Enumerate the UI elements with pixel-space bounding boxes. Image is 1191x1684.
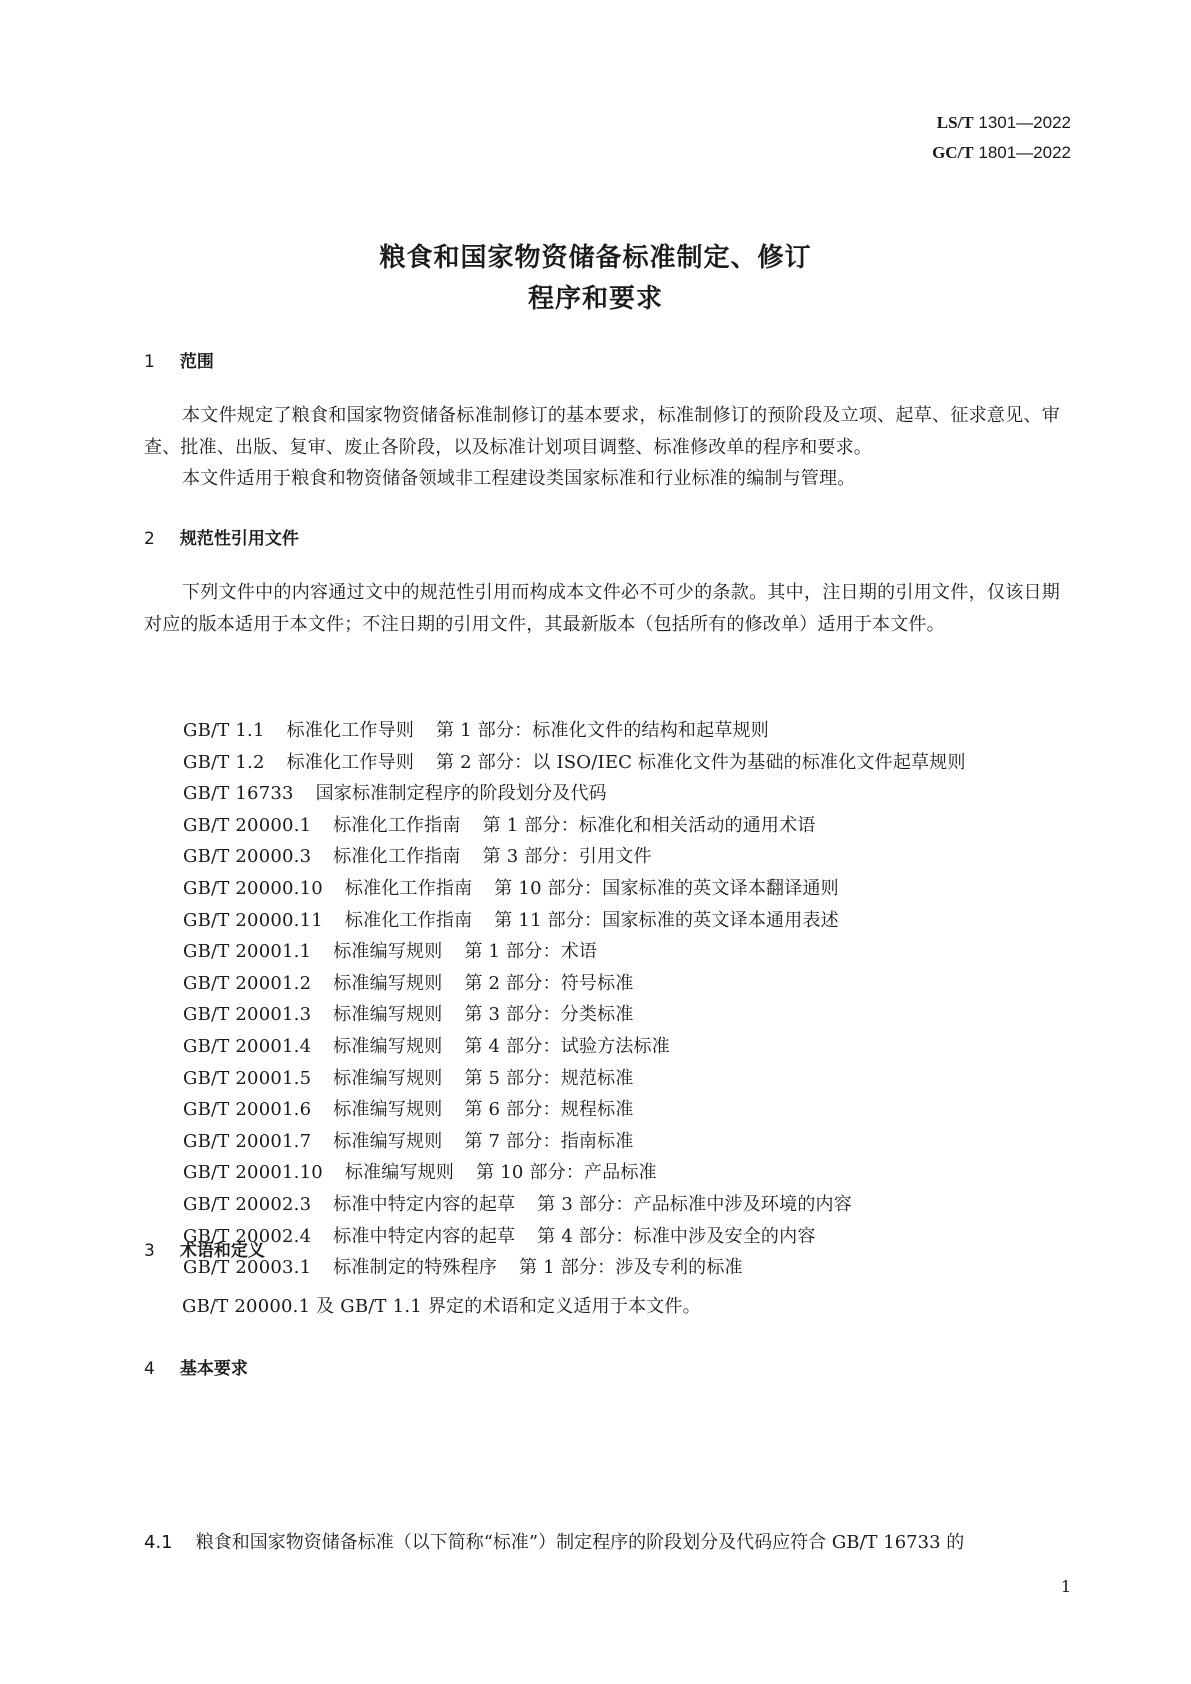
reference-title: 标准化工作导则	[286, 751, 415, 773]
section-title: 范围	[179, 352, 214, 372]
scope-paragraph-1: 本文件规定了粮食和国家物资储备标准制修订的基本要求，标准制修订的预阶段及立项、起草、征求意见、审查、批准、出版、复审、废止各阶段，以及标准计划项目调整、标准修改单的程序和要求。	[144, 405, 1060, 458]
reference-code: GB/T 20000.1	[183, 814, 312, 836]
reference-part: 第 2 部分：符号标准	[464, 972, 634, 994]
reference-item	[183, 1252, 966, 1284]
reference-code: GB/T 20001.5	[183, 1067, 312, 1089]
reference-title: 标准化工作指南	[333, 846, 461, 868]
document-title	[0, 238, 1191, 320]
reference-part: 第 3 部分：分类标准	[464, 1004, 634, 1026]
reference-title: 标准编写规则	[333, 1004, 443, 1026]
reference-item	[183, 1126, 966, 1158]
reference-title: 标准化工作导则	[286, 720, 415, 741]
normative-intro-paragraph: 下列文件中的内容通过文中的规范性引用而构成本文件必不可少的条款。其中，注日期的引用文件，仅该日期对应的版本适用于本文件；不注日期的引用文件，其最新版本（包括所有的修改单）适用于本文件。	[144, 582, 1060, 635]
clause-number: 4.1	[144, 1532, 173, 1553]
reference-item	[183, 747, 966, 779]
reference-part: 第 1 部分：标准化文件的结构和起草规则	[436, 720, 769, 741]
section-title: 规范性引用文件	[179, 529, 299, 549]
reference-item	[183, 715, 966, 747]
reference-title: 标准编写规则	[333, 1099, 443, 1121]
reference-title: 标准编写规则	[344, 1162, 455, 1184]
clause-4-1	[144, 1527, 1060, 1558]
reference-item	[183, 841, 966, 873]
reference-part: 第 10 部分：产品标准	[476, 1162, 657, 1184]
section-number: 1	[144, 352, 155, 372]
reference-part: 第 7 部分：指南标准	[464, 1130, 634, 1152]
reference-title: 国家标准制定程序的阶段划分及代码	[315, 783, 607, 805]
reference-part: 第 6 部分：规程标准	[464, 1099, 634, 1121]
code-prefix: GC/T	[932, 143, 974, 162]
reference-part: 第 11 部分：国家标准的英文译本通用表述	[494, 909, 839, 931]
reference-title: 标准化工作指南	[344, 909, 473, 931]
reference-part: 第 4 部分：试验方法标准	[464, 1035, 670, 1057]
reference-item	[183, 778, 966, 810]
reference-title: 标准编写规则	[333, 1067, 443, 1089]
reference-item	[183, 873, 966, 905]
reference-code: GB/T 20001.7	[183, 1130, 312, 1152]
reference-title: 标准编写规则	[333, 972, 443, 994]
reference-title: 标准化工作指南	[344, 877, 473, 899]
reference-part: 第 1 部分：标准化和相关活动的通用术语	[482, 814, 816, 836]
reference-code: GB/T 20001.10	[183, 1162, 323, 1184]
reference-part: 第 2 部分：以 ISO/IEC 标准化文件为基础的标准化文件起草规则	[436, 751, 966, 773]
reference-title: 标准中特定内容的起草	[333, 1193, 516, 1215]
reference-code: GB/T 1.2	[183, 751, 265, 773]
reference-item	[183, 936, 966, 968]
section-title: 术语和定义	[179, 1241, 265, 1261]
reference-part: 第 10 部分：国家标准的英文译本翻译通则	[494, 877, 839, 899]
reference-item	[183, 810, 966, 842]
reference-item	[183, 1063, 966, 1095]
reference-code: GB/T 20001.4	[183, 1035, 312, 1057]
section-number: 4	[144, 1359, 155, 1379]
reference-item	[183, 1189, 966, 1221]
page-number: 1	[1060, 1577, 1071, 1596]
reference-code: GB/T 16733	[183, 783, 294, 805]
reference-part: 第 4 部分：标准中涉及安全的内容	[537, 1225, 816, 1247]
reference-code: GB/T 20000.11	[183, 909, 323, 931]
reference-item	[183, 968, 966, 1000]
reference-item	[183, 1157, 966, 1189]
reference-title: 标准化工作指南	[333, 814, 461, 836]
reference-part: 第 1 部分：术语	[464, 941, 598, 963]
title-line-1: 粮食和国家物资储备标准制定、修订	[379, 243, 812, 273]
reference-code: GB/T 20001.6	[183, 1099, 312, 1121]
title-line-2: 程序和要求	[527, 284, 663, 314]
standard-code-gc	[932, 138, 1071, 168]
reference-code: GB/T 20002.4	[183, 1225, 312, 1247]
terms-paragraph: GB/T 20000.1 及 GB/T 1.1 界定的术语和定义适用于本文件。	[182, 1296, 701, 1317]
reference-part: 第 1 部分：涉及专利的标准	[519, 1257, 743, 1279]
reference-title: 标准编写规则	[333, 1035, 443, 1057]
section-number: 3	[144, 1241, 155, 1261]
reference-item	[183, 999, 966, 1031]
reference-code: GB/T 20001.1	[183, 941, 312, 963]
section-number: 2	[144, 529, 155, 549]
reference-title: 标准制定的特殊程序	[333, 1257, 498, 1279]
standard-code-ls	[932, 108, 1071, 138]
reference-code: GB/T 20000.10	[183, 877, 323, 899]
reference-item	[183, 1094, 966, 1126]
reference-item	[183, 1031, 966, 1063]
reference-part: 第 5 部分：规范标准	[464, 1067, 634, 1089]
reference-code: GB/T 20000.3	[183, 846, 312, 868]
reference-item	[183, 905, 966, 937]
reference-code: GB/T 20001.3	[183, 1004, 312, 1026]
reference-item	[183, 1221, 966, 1253]
code-number: 1301—2022	[978, 113, 1071, 132]
reference-code: GB/T 1.1	[183, 720, 265, 741]
section-heading-scope	[144, 347, 214, 372]
standard-codes	[932, 108, 1071, 168]
reference-title: 标准编写规则	[333, 1130, 443, 1152]
reference-list	[183, 715, 966, 1284]
section-heading-basic-requirements	[144, 1354, 248, 1379]
reference-code: GB/T 20001.2	[183, 972, 312, 994]
code-prefix: LS/T	[936, 113, 974, 132]
clause-text: 粮食和国家物资储备标准（以下简称“标准”）制定程序的阶段划分及代码应符合 GB/T 16733 的	[195, 1532, 965, 1553]
reference-title: 标准编写规则	[333, 941, 443, 963]
scope-paragraph-2: 本文件适用于粮食和物资储备领域非工程建设类国家标准和行业标准的编制与管理。	[182, 468, 856, 489]
reference-title: 标准中特定内容的起草	[333, 1225, 516, 1247]
reference-part: 第 3 部分：产品标准中涉及环境的内容	[537, 1193, 852, 1215]
reference-code: GB/T 20003.1	[183, 1257, 312, 1279]
section-heading-normative-references	[144, 524, 299, 549]
section-heading-terms	[144, 1236, 265, 1261]
section-title: 基本要求	[179, 1359, 248, 1379]
reference-part: 第 3 部分：引用文件	[482, 846, 652, 868]
code-number: 1801—2022	[978, 143, 1071, 162]
reference-code: GB/T 20002.3	[183, 1193, 312, 1215]
